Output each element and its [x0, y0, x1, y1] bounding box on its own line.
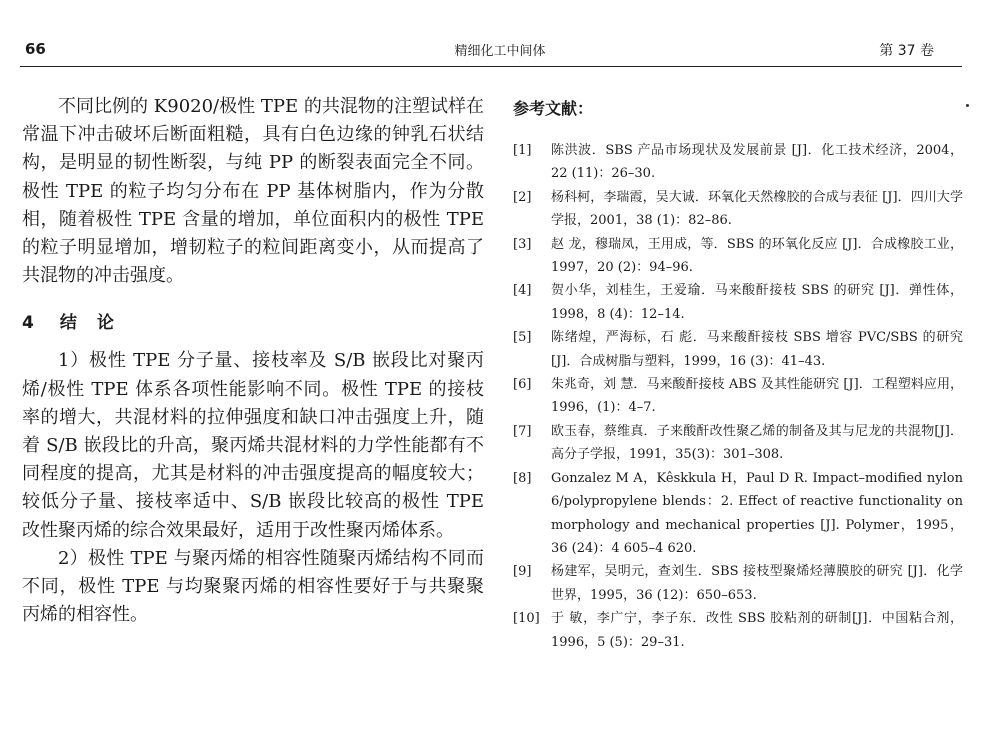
- section-title: 结论: [59, 313, 134, 334]
- reference-index: [2]: [513, 189, 532, 205]
- reference-item: [513, 279, 963, 326]
- reference-text: 贺小华，刘桂生，王爱瑜．马来酸酐接枝 SBS 的研究 [J]．弹性体，1998，8 (4)：12–14.: [551, 283, 963, 322]
- reference-index: [6]: [513, 377, 532, 393]
- reference-index: [4]: [513, 283, 532, 299]
- references-list: [513, 139, 963, 654]
- reference-item: [513, 373, 963, 420]
- references-column: [513, 96, 963, 654]
- stray-dot: [966, 104, 969, 107]
- reference-index: [3]: [513, 236, 532, 252]
- reference-text: 陈洪波．SBS 产品市场现状及发展前景 [J]．化工技术经济，2004，22 (11)：26–30.: [551, 143, 963, 182]
- section-heading: [22, 308, 484, 333]
- reference-text: 于 敏，李广宁，李子东．改性 SBS 胶粘剂的研制[J]．中国粘合剂，1996，5 (5)：29–31.: [551, 611, 963, 650]
- reference-text: 欧玉春，蔡维真．子来酸酐改性聚乙烯的制备及其与尼龙的共混物[J]．高分子学报，1991，35(3)：301–308.: [551, 423, 963, 463]
- reference-index: [10]: [513, 611, 540, 627]
- reference-item: [513, 420, 963, 467]
- reference-item: [513, 560, 963, 607]
- conclusion-paragraph-2: 2）极性 TPE 与聚丙烯的相容性随聚丙烯结构不同而不同，极性 TPE 与均聚聚丙烯的相容性要好于与共聚聚丙烯的相容性。: [22, 547, 484, 626]
- reference-index: [5]: [513, 330, 532, 346]
- conclusion-paragraph-1: 1）极性 TPE 分子量、接枝率及 S/B 嵌段比对聚丙烯/极性 TPE 体系各项性能影响不同。极性 TPE 的接枝率的增大，共混材料的拉伸强度和缺口冲击强度上升，随着 S/B 嵌段比的升高，聚丙烯共混材料的力学性能都有不同程度的提高，尤其是材料的冲击强度提高的幅度较大；较低分子量、接枝率适中、S/B 嵌段比较高的极性 TPE 改性聚丙烯的综合效果最好，适用于改性聚丙烯体系。: [22, 350, 484, 541]
- paragraph: 不同比例的 K9020/极性 TPE 的共混物的注塑试样在常温下冲击破坏后断面粗糙，具有白色边缘的钟乳石状结构，是明显的韧性断裂，与纯 PP 的断裂表面完全不同。极性 TPE 的粒子均匀分布在 PP 基体树脂内，作为分散相，随着极性 TPE 含量的增加，单位面积内的极性 TPE 的粒子明显增加，增韧粒子的粒间距离变小，从而提高了共混物的冲击强度。: [22, 96, 484, 287]
- page-number: 66: [25, 40, 46, 58]
- reference-item: [513, 326, 963, 373]
- references-heading: 参考文献：: [513, 99, 594, 118]
- reference-index: [8]: [513, 470, 532, 486]
- page-header: [0, 0, 1000, 70]
- section-number: 4: [22, 313, 34, 334]
- volume-label: 第 37 卷: [879, 43, 934, 59]
- reference-text: Gonzalez M A，Kêskkula H，Paul D R. Impact–modified nylon 6/polypropylene blends：2. Effect of reactive functionality on morphology and mechanical properties [J]. Polymer，1995，36 (24)：4 605–4 620.: [551, 470, 963, 556]
- reference-item: [513, 139, 963, 186]
- reference-index: [7]: [513, 423, 532, 439]
- reference-item: [513, 607, 963, 654]
- reference-index: [1]: [513, 143, 532, 158]
- journal-title: 精细化工中间体: [454, 44, 546, 59]
- reference-item: [513, 186, 963, 233]
- reference-text: 杨建军，吴明元，查刘生．SBS 接枝型聚烯烃薄膜胶的研究 [J]．化学世界，1995，36 (12)：650–653.: [551, 564, 963, 603]
- reference-item: [513, 233, 963, 280]
- reference-text: 陈绪煌，严海标，石 彪．马来酸酐接枝 SBS 增容 PVC/SBS 的研究[J]．合成树脂与塑料，1999，16 (3)：41–43.: [551, 330, 963, 369]
- reference-text: 赵 龙，穆瑞凤，王用成，等．SBS 的环氧化反应 [J]．合成橡胶工业，1997，20 (2)：94–96.: [551, 236, 963, 276]
- reference-index: [9]: [513, 564, 532, 580]
- body-left-column: [22, 93, 484, 629]
- header-rule: [20, 66, 962, 67]
- reference-text: 杨科柯，李瑞霞，吴大诚．环氧化天然橡胶的合成与表征 [J]．四川大学学报，2001，38 (1)：82–86.: [551, 189, 963, 229]
- reference-text: 朱兆奇，刘 慧．马来酸酐接枝 ABS 及其性能研究 [J]．工程塑料应用，1996，(1)：4–7.: [551, 377, 963, 416]
- reference-item: [513, 467, 963, 561]
